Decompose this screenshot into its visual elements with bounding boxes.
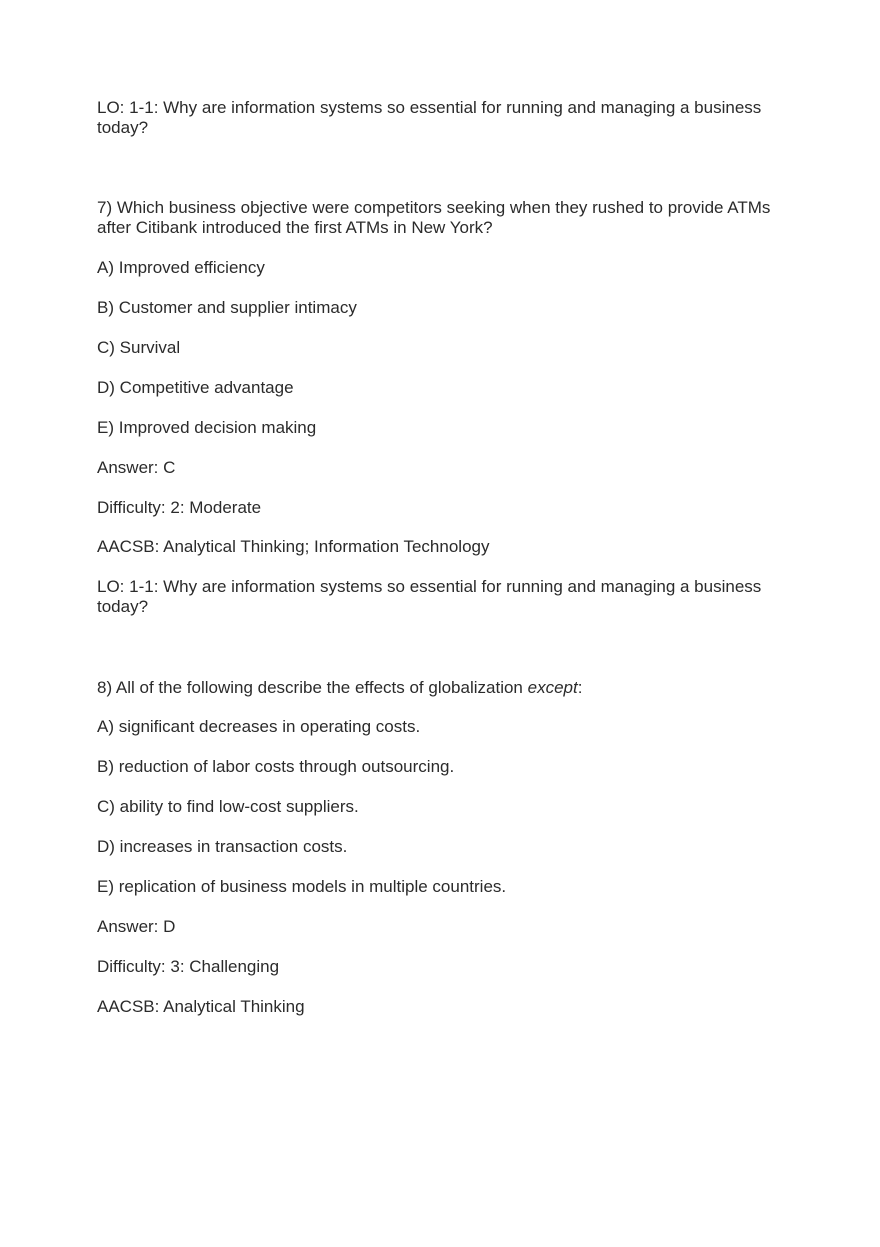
question-8-option-d: D) increases in transaction costs. bbox=[97, 837, 348, 856]
question-7-answer: Answer: C bbox=[97, 458, 176, 477]
question-8-text-prefix: 8) All of the following describe the effects of globalization bbox=[97, 678, 528, 697]
question-7-learning-objective: LO: 1-1: Why are information systems so essential for running and managing a business today? bbox=[97, 577, 767, 616]
learning-objective-text: LO: 1-1: Why are information systems so essential for running and managing a business today? bbox=[97, 98, 767, 137]
question-7-difficulty: Difficulty: 2: Moderate bbox=[97, 498, 262, 517]
question-8-text-emphasis: except bbox=[527, 678, 578, 697]
question-8-difficulty: Difficulty: 3: Challenging bbox=[97, 957, 280, 976]
question-7-option-b: B) Customer and supplier intimacy bbox=[97, 298, 357, 317]
question-8-option-a: A) significant decreases in operating costs. bbox=[97, 717, 421, 736]
question-7-option-e: E) Improved decision making bbox=[97, 418, 317, 437]
question-8-option-e: E) replication of business models in multiple countries. bbox=[97, 877, 507, 896]
question-8-option-b: B) reduction of labor costs through outsourcing. bbox=[97, 757, 455, 776]
question-7-option-c: C) Survival bbox=[97, 338, 181, 357]
question-8-text-suffix: : bbox=[577, 678, 583, 697]
question-7-text: 7) Which business objective were competitors seeking when they rushed to provide ATMs after Citibank introduced the first ATMs in New York? bbox=[97, 198, 776, 237]
question-8-answer: Answer: D bbox=[97, 917, 176, 936]
question-8-text bbox=[97, 678, 787, 698]
question-8-aacsb: AACSB: Analytical Thinking bbox=[97, 997, 305, 1016]
question-7-option-a: A) Improved efficiency bbox=[97, 258, 265, 277]
question-8-option-c: C) ability to find low-cost suppliers. bbox=[97, 797, 359, 816]
question-7-option-d: D) Competitive advantage bbox=[97, 378, 294, 397]
question-7-aacsb: AACSB: Analytical Thinking; Information Technology bbox=[97, 537, 490, 556]
